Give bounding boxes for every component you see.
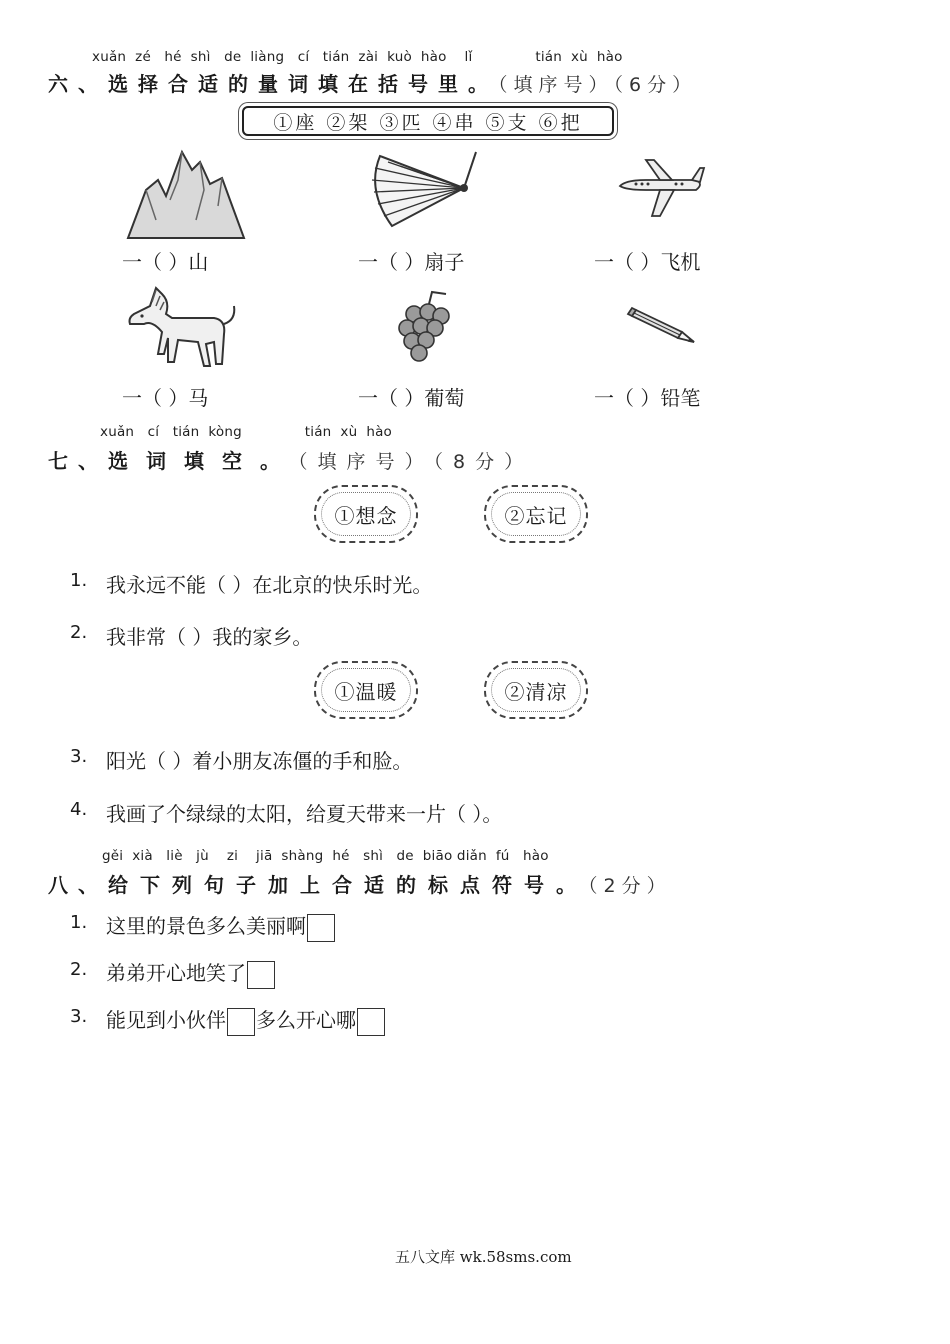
word-option-wangji: ②忘记 bbox=[484, 485, 588, 543]
section7-title bbox=[48, 445, 533, 474]
section6-item-fan: 一（ ）扇子 bbox=[358, 250, 465, 274]
section6-item-horse: 一（ ）马 bbox=[122, 386, 209, 410]
footer-watermark: 五八文库 wk.58sms.com bbox=[395, 1248, 572, 1266]
section7-title-text: 选词填空。 bbox=[108, 449, 298, 473]
word-option-wennuan: ①温暖 bbox=[314, 661, 418, 719]
section6-item-mountain: 一（ ）山 bbox=[122, 250, 209, 274]
section8-pinyin: gěi xià liè jù zi jiā shàng hé shì de biāo diǎn fú hào bbox=[102, 848, 549, 864]
section7-q3-text: 阳光（ ）着小朋友冻僵的手和脸。 bbox=[106, 749, 413, 773]
punctuation-box[interactable] bbox=[227, 1008, 255, 1036]
section8-q2 bbox=[106, 957, 276, 989]
horse-icon bbox=[126, 284, 238, 370]
grapes-icon bbox=[396, 290, 456, 366]
section7-q4-number: 4. bbox=[70, 799, 88, 820]
section8-title-text: 给下列句子加上合适的标点符号。 bbox=[108, 873, 588, 897]
section6-instruction: （填序号）（6分） bbox=[498, 74, 698, 96]
mountain-icon bbox=[126, 150, 246, 242]
section6-word-bank: ①座 ②架 ③匹 ④串 ⑤支 ⑥把 bbox=[242, 106, 614, 136]
section8-q2-number: 2. bbox=[70, 959, 88, 980]
section6-item-pencil: 一（ ）铅笔 bbox=[594, 386, 701, 410]
section8-q1-text: 这里的景色多么美丽啊 bbox=[106, 914, 306, 938]
section7-q4-text: 我画了个绿绿的太阳，给夏天带来一片（ ）。 bbox=[106, 802, 503, 826]
section6-title bbox=[48, 68, 697, 97]
section6-item-grapes: 一（ ）葡萄 bbox=[358, 386, 465, 410]
section8-q3-number: 3. bbox=[70, 1006, 88, 1027]
word-option-qingliang: ②清凉 bbox=[484, 661, 588, 719]
section7-number: 七、 bbox=[48, 449, 108, 473]
section8-q3-text-part1: 能见到小伙伴 bbox=[106, 1008, 226, 1032]
punctuation-box[interactable] bbox=[307, 914, 335, 942]
section7-instruction: （填序号）（8分） bbox=[298, 451, 534, 473]
fan-icon bbox=[372, 150, 482, 234]
section8-number: 八、 bbox=[48, 873, 108, 897]
section8-q1-number: 1. bbox=[70, 912, 88, 933]
section8-q1 bbox=[106, 910, 336, 942]
section8-title bbox=[48, 869, 672, 898]
pencil-icon bbox=[626, 308, 696, 348]
section6-number: 六、 bbox=[48, 72, 108, 96]
section8-q3-text-part2: 多么开心哪 bbox=[256, 1008, 356, 1032]
section8-q3 bbox=[106, 1004, 386, 1036]
section6-title-text: 选择合适的量词填在括号里。 bbox=[108, 72, 498, 96]
section6-item-airplane: 一（ ）飞机 bbox=[594, 250, 701, 274]
section6-pinyin: xuǎn zé hé shì de liàng cí tián zài kuò hào lǐ tián xù hào bbox=[92, 49, 623, 65]
punctuation-box[interactable] bbox=[357, 1008, 385, 1036]
section8-instruction: （2分） bbox=[588, 875, 672, 897]
section7-q1-text: 我永远不能（ ）在北京的快乐时光。 bbox=[106, 573, 433, 597]
punctuation-box[interactable] bbox=[247, 961, 275, 989]
airplane-icon bbox=[616, 158, 706, 222]
section7-q2-text: 我非常（ ）我的家乡。 bbox=[106, 625, 313, 649]
word-option-xiangnian: ①想念 bbox=[314, 485, 418, 543]
section7-q1-number: 1. bbox=[70, 570, 88, 591]
section7-pinyin: xuǎn cí tián kòng tián xù hào bbox=[100, 424, 393, 440]
section8-q2-text: 弟弟开心地笑了 bbox=[106, 961, 246, 985]
section7-q2-number: 2. bbox=[70, 622, 88, 643]
section7-q3-number: 3. bbox=[70, 746, 88, 767]
